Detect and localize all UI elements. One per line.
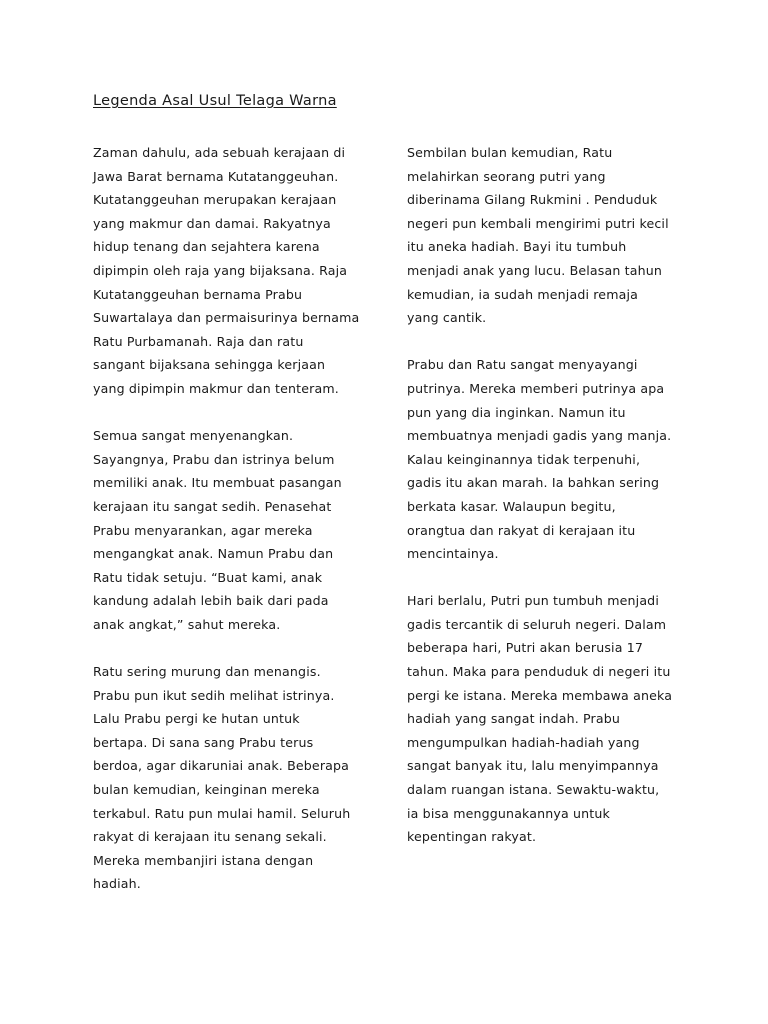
text-line: hadiah. [93,876,141,892]
text-line: bulan kemudian, keinginan mereka [93,782,320,798]
text-line: Ratu Purbamanah. Raja dan ratu [93,333,304,349]
text-line: Lalu Prabu pergi ke hutan untuk [93,711,300,727]
text-line: terkabul. Ratu pun mulai hamil. Seluruh [93,805,351,821]
text-line: menjadi anak yang lucu. Belasan tahun [407,262,662,278]
text-line: dipimpin oleh raja yang bijaksana. Raja [93,262,348,278]
text-line: pergi ke istana. Mereka membawa aneka [407,687,673,703]
text-line: membuatnya menjadi gadis yang manja. [407,428,672,444]
text-line: Hari berlalu, Putri pun tumbuh menjadi [407,593,659,609]
text-line: yang makmur dan damai. Rakyatnya [93,215,331,231]
text-line: pun yang dia inginkan. Namun itu [407,404,626,420]
paragraph [407,589,692,849]
document-title: Legenda Asal Usul Telaga Warna [93,93,337,109]
text-line: bertapa. Di sana sang Prabu terus [93,734,314,750]
text-line: rakyat di kerajaan itu senang sekali. [93,829,327,845]
text-line: Kutatanggeuhan bernama Prabu [93,286,303,302]
text-line: Prabu pun ikut sedih melihat istrinya. [93,687,335,703]
text-line: Jawa Barat bernama Kutatanggeuhan. [93,168,339,184]
text-line: itu aneka hadiah. Bayi itu tumbuh [407,239,627,255]
text-line: sangat banyak itu, lalu menyimpannya [407,758,659,774]
text-line: Ratu tidak setuju. “Buat kami, anak [93,569,323,585]
text-line: mencintainya. [407,546,499,562]
text-line: sangant bijaksana sehingga kerjaan [93,357,326,373]
text-line: ia bisa menggunakannya untuk [407,805,610,821]
text-line: hidup tenang dan sejahtera karena [93,239,320,255]
text-line: kandung adalah lebih baik dari pada [93,593,329,609]
text-line: Kalau keinginannya tidak terpenuhi, [407,451,641,467]
text-line: orangtua dan rakyat di kerajaan itu [407,522,636,538]
text-line: Zaman dahulu, ada sebuah kerajaan di [93,145,346,160]
text-line: Ratu sering murung dan menangis. [93,664,321,680]
paragraph [93,660,378,896]
paragraph [407,141,692,330]
text-line: memiliki anak. Itu membuat pasangan [93,475,342,491]
text-line: mengangkat anak. Namun Prabu dan [93,546,334,562]
text-line: negeri pun kembali mengirimi putri kecil [407,215,669,231]
paragraph [407,353,692,565]
text-line: gadis tercantik di seluruh negeri. Dalam [407,616,667,632]
text-line: melahirkan seorang putri yang [407,168,606,184]
text-line: Mereka membanjiri istana dengan [93,852,314,868]
text-line: Sembilan bulan kemudian, Ratu [407,145,613,160]
text-line: berkata kasar. Walaupun begitu, [407,498,616,514]
text-line: diberinama Gilang Rukmini . Penduduk [407,192,658,208]
text-line: yang dipimpin makmur dan tenteram. [93,380,339,396]
text-line: kepentingan rakyat. [407,829,537,845]
text-line: tahun. Maka para penduduk di negeri itu [407,664,671,680]
right-column [407,141,692,872]
text-line: kemudian, ia sudah menjadi remaja [407,286,639,302]
left-column [93,141,378,920]
text-line: gadis itu akan marah. Ia bahkan sering [407,475,660,491]
text-line: kerajaan itu sangat sedih. Penasehat [93,498,332,514]
text-line: Kutatanggeuhan merupakan kerajaan [93,192,337,208]
text-line: dalam ruangan istana. Sewaktu-waktu, [407,782,660,798]
text-line: hadiah yang sangat indah. Prabu [407,711,621,727]
paragraph [93,424,378,636]
text-line: putrinya. Mereka memberi putrinya apa [407,380,665,396]
text-line: Suwartalaya dan permaisurinya bernama [93,310,360,326]
text-line: Sayangnya, Prabu dan istrinya belum [93,451,335,467]
text-line: Semua sangat menyenangkan. [93,428,294,444]
text-line: anak angkat,” sahut mereka. [93,616,281,632]
text-line: beberapa hari, Putri akan berusia 17 [407,640,644,656]
text-line: berdoa, agar dikaruniai anak. Beberapa [93,758,350,774]
text-line: Prabu menyarankan, agar mereka [93,522,313,538]
text-line: yang cantik. [407,310,487,326]
text-line: mengumpulkan hadiah-hadiah yang [407,734,640,750]
paragraph [93,141,378,401]
text-line: Prabu dan Ratu sangat menyayangi [407,357,638,373]
